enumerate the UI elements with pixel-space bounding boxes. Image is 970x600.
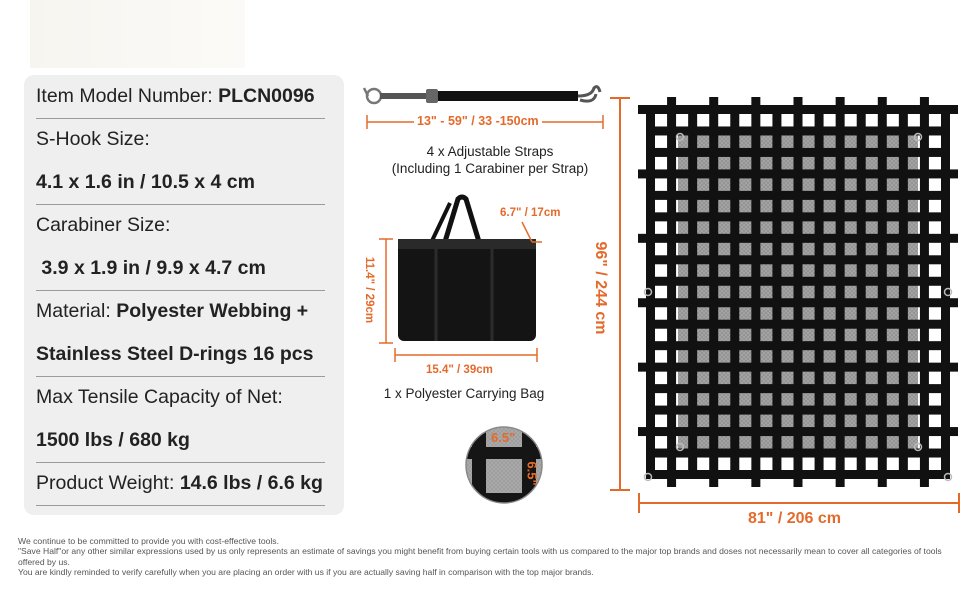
net-horizontal-strap — [646, 320, 950, 329]
net-vertical-strap — [688, 105, 697, 479]
spec-shook-label: S-Hook Size: — [36, 128, 150, 150]
spec-weight — [36, 462, 325, 506]
net-horizontal-strap — [638, 363, 958, 372]
net-vertical-strap — [730, 105, 739, 479]
net-horizontal-strap — [638, 105, 958, 114]
net-horizontal-strap — [646, 341, 950, 350]
bag-caption: 1 x Polyester Carrying Bag — [383, 386, 545, 401]
bag-handle-dimension-label: 6.7" / 17cm — [500, 207, 561, 219]
spec-carabiner-label: Carabiner Size: — [36, 214, 171, 236]
spec-carabiner-value: 3.9 x 1.9 in / 9.9 x 4.7 cm — [36, 247, 325, 291]
net-height-dimension-label: 96" / 244 cm — [591, 228, 609, 348]
net-horizontal-strap — [638, 298, 958, 307]
net-vertical-strap — [857, 105, 866, 479]
spec-material-value: Polyester Webbing + — [116, 300, 309, 322]
bag-width-dimension-label: 15.4" / 39cm — [426, 364, 493, 376]
net-horizontal-strap — [646, 126, 950, 135]
spec-shook-value: 4.1 x 1.6 in / 10.5 x 4 cm — [36, 161, 325, 205]
net-horizontal-strap — [646, 470, 950, 479]
spec-model-label: Item Model Number: — [36, 85, 213, 107]
mesh-detail-horizontal-label: 6.5" — [491, 430, 516, 445]
net-width-dimension-label: 81" / 206 cm — [748, 510, 841, 527]
net-horizontal-strap — [646, 148, 950, 157]
net-horizontal-strap — [646, 449, 950, 458]
net-horizontal-strap — [638, 234, 958, 243]
spec-material — [36, 290, 325, 333]
bag-height-dimension-label: 11.4" / 29cm — [363, 250, 375, 330]
net-horizontal-strap — [646, 277, 950, 286]
spec-weight-label: Product Weight: — [36, 472, 175, 494]
net-horizontal-strap — [638, 169, 958, 178]
bag-height-dimension-line — [379, 238, 393, 344]
faded-brand-logo — [30, 0, 245, 68]
mesh-detail-vertical-label: 6.5" — [524, 461, 540, 486]
spec-material-value-2: Stainless Steel D-rings 16 pcs — [36, 333, 325, 377]
net-height-dimension-line — [610, 97, 630, 491]
spec-tensile-label: Max Tensile Capacity of Net: — [36, 386, 283, 408]
net-vertical-strap — [772, 105, 781, 479]
spec-tensile-value: 1500 lbs / 680 kg — [36, 419, 325, 463]
disclaimer-line-1: We continue to be committed to provide you with cost-effective tools. — [18, 536, 279, 546]
disclaimer-line-2: "Save Half"or any other similar expressions used by us only represents an estimate of savings you might benefit from buying certain tools with us compared to the major top brands and doses not necessarily mean to cover all categories of tools offered by us. — [18, 546, 942, 567]
net-horizontal-strap — [646, 212, 950, 221]
net-horizontal-strap — [646, 406, 950, 415]
net-horizontal-strap — [646, 384, 950, 393]
strap-caption-line1: 4 x Adjustable Straps — [426, 144, 554, 159]
cargo-net-illustration — [638, 97, 958, 487]
spec-model — [36, 75, 325, 119]
spec-material-label: Material: — [36, 300, 111, 322]
strap-caption-line2: (Including 1 Carabiner per Strap) — [391, 161, 589, 176]
spec-panel — [24, 75, 344, 515]
net-vertical-strap — [899, 105, 908, 479]
net-vertical-strap — [815, 105, 824, 479]
spec-weight-value: 14.6 lbs / 6.6 kg — [179, 472, 323, 494]
strap-dimension-label: 13" - 59" / 33 -150cm — [414, 114, 542, 128]
net-horizontal-strap — [638, 427, 958, 436]
net-vertical-strap — [941, 105, 950, 479]
net-horizontal-strap — [646, 191, 950, 200]
disclaimer-line-3: You are kindly reminded to verify carefully when you are placing an order with us if you are actually saving half in comparison with the top major brands. — [18, 567, 594, 577]
net-horizontal-strap — [646, 255, 950, 264]
bag-width-dimension-line — [394, 348, 538, 362]
bag-handle-dimension-line — [518, 218, 548, 248]
net-vertical-strap — [646, 105, 655, 479]
spec-model-value: PLCN0096 — [218, 85, 315, 107]
